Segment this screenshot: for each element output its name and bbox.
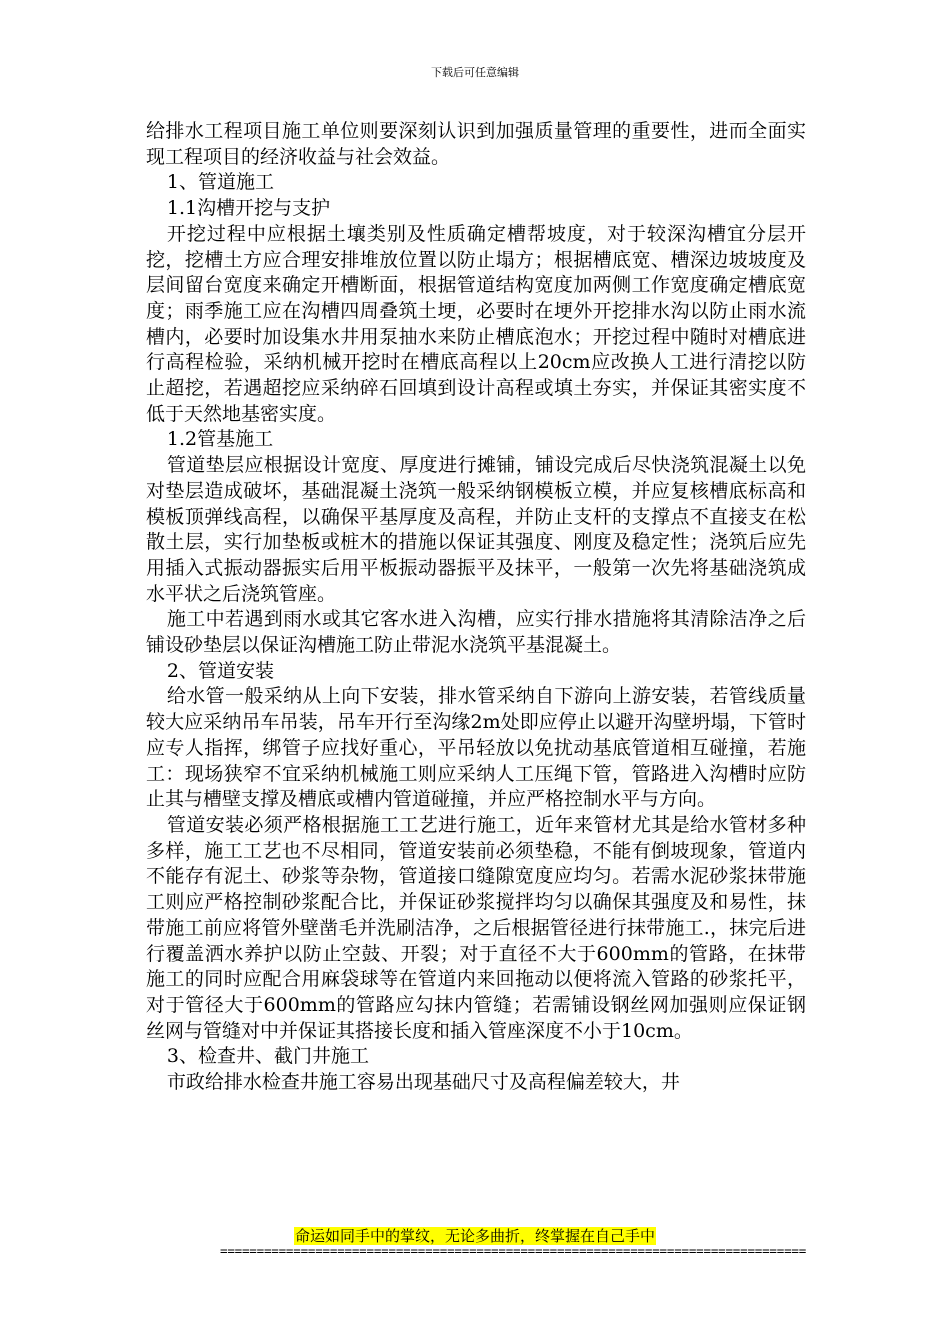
body-paragraph: 给水管一般采纳从上向下安装，排水管采纳自下游向上游安装，若管线质量较大应采纳吊车吊装，吊车开行至沟缘2m处即应停止以避开沟壁坍塌，下管时应专人指挥，绑管子应找好重心，平吊轻放以免扰动基底管道相互碰撞，若施工：现场狭窄不宜采纳机械施工则应采纳人工压绳下管，管路进入沟槽时应防止其与槽壁支撑及槽底或槽内管道碰撞，并应严格控制水平与方向。	[146, 685, 806, 811]
body-paragraph: 市政给排水检查井施工容易出现基础尺寸及高程偏差较大，井	[166, 1071, 680, 1094]
subsection-heading-trench: 1.1沟槽开挖与支护	[166, 197, 331, 220]
page-header-note: 下载后可任意编辑	[431, 66, 519, 79]
section-heading-pipeline-construction: 1、管道施工	[166, 171, 274, 194]
footer-divider: ================================================================================	[220, 1243, 806, 1258]
body-paragraph: 施工中若遇到雨水或其它客水进入沟槽，应实行排水措施将其清除洁净之后铺设砂垫层以保证沟槽施工防止带泥水浇筑平基混凝土。	[146, 608, 806, 657]
section-heading-pipe-installation: 2、管道安装	[166, 659, 274, 682]
body-paragraph: 管道安装必须严格根据施工工艺进行施工，近年来管材尤其是给水管材多种多样，施工工艺也不尽相同，管道安装前必须垫稳，不能有倒坡现象，管道内不能存有泥土、砂浆等杂物，管道接口缝隙宽度应均匀。若需水泥砂浆抹带施工则应严格控制砂浆配合比，并保证砂浆搅拌均匀以确保其强度及和易性，抹带施工前应将管外壁凿毛并洗刷洁净，之后根据管径进行抹带施工.，抹完后进行覆盖洒水养护以防止空鼓、开裂；对于直径不大于600mm的管路，在抹带施工的同时应配合用麻袋球等在管道内来回拖动以便将流入管路的砂浆托平，对于管径大于600mm的管路应勾抹内管缝；若需铺设钢丝网加强则应保证钢丝网与管缝对中并保证其搭接长度和插入管座深度不小于10cm。	[146, 813, 806, 1042]
document-body	[146, 119, 806, 1096]
body-paragraph: 开挖过程中应根据土壤类别及性质确定槽帮坡度，对于较深沟槽宜分层开挖，挖槽土方应合理安排堆放位置以防止塌方；根据槽底宽、槽深边坡坡度及层间留台宽度来确定开槽断面，根据管道结构宽度加两侧工作宽度确定槽底宽度；雨季施工应在沟槽四周叠筑土埂，必要时在埂外开挖排水沟以防止雨水流槽内，必要时加设集水井用泵抽水来防止槽底泡水；开挖过程中随时对槽底进行高程检验，采纳机械开挖时在槽底高程以上20cm应改换人工进行清挖以防止超挖，若遇超挖应采纳碎石回填到设计高程或填土夯实，并保证其密实度不低于天然地基密实度。	[146, 222, 806, 425]
subsection-heading-pipe-base: 1.2管基施工	[166, 428, 274, 451]
footer-motto-text: 命运如同手中的掌纹，无论多曲折，终掌握在自己手中	[294, 1227, 655, 1245]
section-heading-inspection-well: 3、检查井、截门井施工	[166, 1045, 369, 1068]
body-paragraph: 给排水工程项目施工单位则要深刻认识到加强质量管理的重要性，进而全面实现工程项目的经济收益与社会效益。	[146, 120, 806, 168]
body-paragraph: 管道垫层应根据设计宽度、厚度进行摊铺，铺设完成后尽快浇筑混凝土以免对垫层造成破坏，基础混凝土浇筑一般采纳钢模板立模，并应复核槽底标高和模板顶弹线高程，以确保平基厚度及高程，并防止支杆的支撑点不直接支在松散土层，实行加垫板或桩木的措施以保证其强度、刚度及稳定性；浇筑后应先用插入式振动器振实后用平板振动器振平及抹平，一般第一次先将基础浇筑成水平状之后浇筑管座。	[146, 454, 806, 605]
